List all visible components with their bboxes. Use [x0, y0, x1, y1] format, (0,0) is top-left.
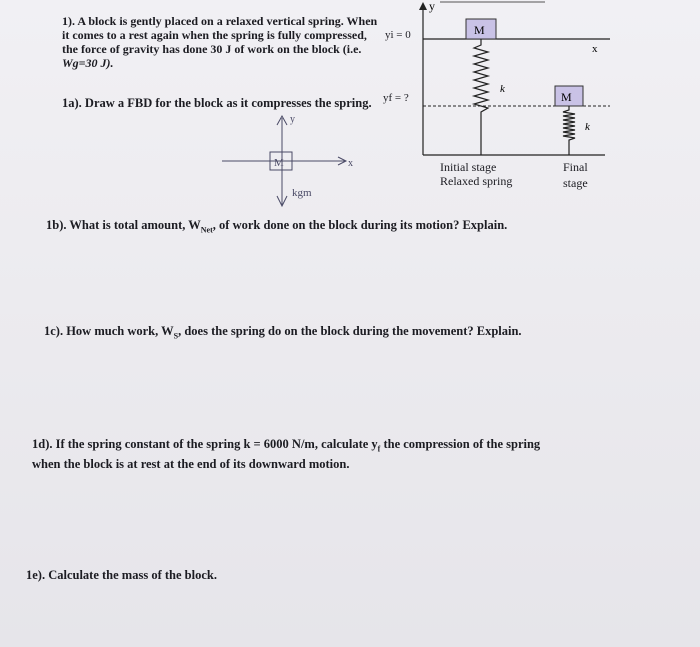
y-axis-label: y	[429, 0, 435, 13]
initial-caption-1: Initial stage	[440, 160, 497, 174]
final-caption-1: Final	[563, 160, 588, 174]
intro-line-4: Wg=30 J).	[62, 56, 114, 70]
q1d-line-1-post: the compression of the spring	[380, 437, 541, 451]
q1d-subscript: f	[377, 444, 381, 454]
fbd-block-label: M	[274, 157, 284, 169]
question-1e: 1e). Calculate the mass of the block.	[26, 568, 217, 582]
fbd-weight-label: kgm	[292, 187, 312, 199]
q1c-subscript: S	[173, 331, 179, 341]
final-caption-2: stage	[563, 176, 588, 190]
final-spring-label: k	[585, 121, 590, 133]
q1b-text-pre: 1b). What is total amount, W	[46, 218, 201, 232]
q1d-line-1-pre: 1d). If the spring constant of the spring k = 6000 N/m, calculate y	[32, 437, 378, 451]
yi-label: yi = 0	[385, 29, 411, 41]
q1d-line-2: when the block is at rest at the end of its downward motion.	[32, 456, 350, 471]
q1c-text-post: , does the spring do on the block during the movement? Explain.	[178, 324, 522, 338]
final-spring	[563, 106, 575, 155]
q1b-text-post: , of work done on the block during its motion? Explain.	[212, 218, 508, 232]
initial-spring	[474, 39, 488, 155]
yf-label: yf = ?	[383, 92, 409, 104]
q1b-subscript: Net	[200, 225, 213, 235]
intro-line-3: the force of gravity has done 30 J of work on the block (i.e.	[62, 42, 362, 56]
final-block-label: M	[561, 90, 572, 104]
question-1a: 1a). Draw a FBD for the block as it compresses the spring.	[62, 96, 372, 110]
initial-block-label: M	[474, 23, 485, 37]
intro-line-2: it comes to a rest again when the spring is fully compressed,	[62, 28, 367, 42]
intro-line-1: 1). A block is gently placed on a relaxed vertical spring. When	[62, 14, 378, 28]
y-axis-arrow	[419, 2, 427, 10]
initial-caption-2: Relaxed spring	[440, 174, 513, 188]
x-axis-label: x	[592, 43, 598, 55]
initial-spring-label: k	[500, 83, 505, 95]
q1c-text-pre: 1c). How much work, W	[44, 324, 174, 338]
fbd-x-label: x	[348, 158, 353, 169]
fbd-y-label: y	[290, 114, 295, 125]
